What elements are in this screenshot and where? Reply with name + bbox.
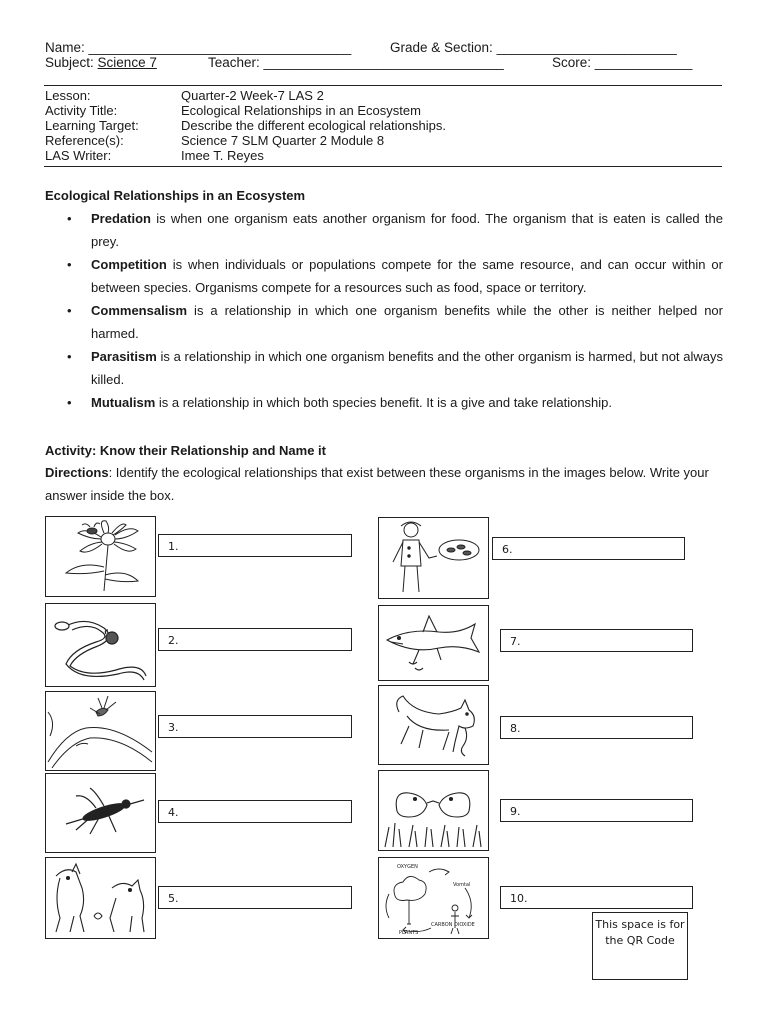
image-oxygen-cycle (378, 857, 489, 939)
teacher-label: Teacher: (208, 55, 260, 70)
image-mosquito (45, 773, 156, 853)
answer-box-5[interactable] (158, 886, 352, 909)
answer-number: 3. (168, 721, 179, 734)
definition-text: is a relationship in which one organism benefits while the other is neither helped nor harmed. (91, 303, 723, 341)
definition-item (45, 345, 723, 391)
shark-illustration (379, 606, 488, 680)
meta-label-activity: Activity Title: (45, 103, 118, 118)
activity-title: Activity: Know their Relationship and Name it (45, 443, 326, 458)
qr-code-placeholder (592, 912, 688, 980)
answer-box-10[interactable] (500, 886, 693, 909)
term-parasitism: Parasitism (91, 349, 157, 364)
subject-value: Science 7 (97, 55, 157, 70)
answer-box-2[interactable] (158, 628, 352, 651)
definition-text: is when individuals or populations compete for the same resource, and can occur within or between species. Organisms compete for a resources such as food, space or territory. (91, 257, 723, 295)
grade-blank[interactable]: ________________________ (496, 40, 677, 55)
grade-row (390, 40, 677, 56)
directions-text: : Identify the ecological relationships that exist between these organisms in the images below. Write your answer inside the box. (45, 465, 709, 503)
name-row (45, 40, 351, 56)
answer-box-3[interactable] (158, 715, 352, 738)
birds-grass-illustration (379, 771, 488, 850)
term-competition: Competition (91, 257, 167, 272)
definitions-list (45, 207, 723, 414)
dogs-illustration (46, 858, 155, 938)
flower-bee-illustration (46, 517, 155, 596)
top-divider (44, 85, 722, 86)
subject-row (45, 55, 157, 71)
image-shark-remora (378, 605, 489, 681)
term-commensalism: Commensalism (91, 303, 188, 318)
meta-value-activity: Ecological Relationships in an Ecosystem (181, 103, 421, 118)
mosquito-illustration (46, 774, 155, 852)
meta-label-reference: Reference(s): (45, 133, 124, 148)
answer-number: 2. (168, 634, 179, 647)
cycle-label-oxygen: OXYGEN (397, 864, 418, 870)
definition-text: is a relationship in which both species benefit. It is a give and take relationship. (155, 395, 613, 410)
qr-note: This space is for the QR Code (595, 918, 685, 947)
answer-box-4[interactable] (158, 800, 352, 823)
answer-box-1[interactable] (158, 534, 352, 557)
answer-number: 8. (510, 722, 521, 735)
definition-text: is when one organism eats another organism for food. The organism that is eaten is called the prey. (91, 211, 723, 249)
answer-box-9[interactable] (500, 799, 693, 822)
definition-item (45, 391, 723, 414)
meta-label-writer: LAS Writer: (45, 148, 112, 163)
cat-mouse-illustration (379, 686, 488, 764)
meta-label-target: Learning Target: (45, 118, 139, 133)
answer-number: 6. (502, 543, 513, 556)
answer-number: 1. (168, 540, 179, 553)
cycle-label-animal: Vomtal (453, 882, 471, 888)
name-label: Name: (45, 40, 85, 55)
meta-value-lesson: Quarter-2 Week-7 LAS 2 (181, 88, 324, 103)
meta-label-lesson: Lesson: (45, 88, 91, 103)
term-mutualism: Mutualism (91, 395, 156, 410)
cycle-label-carbon: CARBON DIOXIDE (431, 922, 475, 928)
directions-label: Directions (45, 465, 109, 480)
teacher-blank[interactable]: ________________________________ (263, 55, 504, 70)
answer-number: 4. (168, 806, 179, 819)
definition-item (45, 299, 723, 345)
skin-parasite-illustration (46, 692, 155, 770)
directions (45, 461, 723, 507)
term-predation: Predation (91, 211, 151, 226)
definition-item (45, 207, 723, 253)
score-row (552, 55, 692, 71)
oxygen-cycle-illustration (379, 858, 488, 938)
image-skin-mosquito (45, 691, 156, 771)
answer-number: 9. (510, 805, 521, 818)
answer-box-8[interactable] (500, 716, 693, 739)
image-human-bacteria (378, 517, 489, 599)
name-blank[interactable]: ___________________________________ (88, 40, 352, 55)
definition-item (45, 253, 723, 299)
grade-label: Grade & Section: (390, 40, 493, 55)
score-label: Score: (552, 55, 592, 70)
meta-divider (44, 166, 722, 167)
image-dogs-fighting (45, 857, 156, 939)
subject-label: Subject: (45, 55, 94, 70)
meta-value-reference: Science 7 SLM Quarter 2 Module 8 (181, 133, 385, 148)
teacher-row (208, 55, 504, 71)
answer-box-7[interactable] (500, 629, 693, 652)
image-birds-grass (378, 770, 489, 851)
answer-number: 10. (510, 892, 528, 905)
image-cat-mouse (378, 685, 489, 765)
answer-box-6[interactable] (492, 537, 685, 560)
answer-number: 7. (510, 635, 521, 648)
human-bacteria-illustration (379, 518, 488, 598)
meta-value-writer: Imee T. Reyes (181, 148, 264, 163)
image-snake-mouse (45, 603, 156, 687)
answer-number: 5. (168, 892, 179, 905)
score-blank[interactable]: _____________ (594, 55, 693, 70)
cycle-label-plants: PLANTS (399, 930, 419, 936)
snake-mouse-illustration (46, 604, 155, 686)
section-title: Ecological Relationships in an Ecosystem (45, 188, 306, 203)
image-flower-bee (45, 516, 156, 597)
meta-value-target: Describe the different ecological relationships. (181, 118, 446, 133)
definition-text: is a relationship in which one organism benefits and the other organism is harmed, but not always killed. (91, 349, 723, 387)
